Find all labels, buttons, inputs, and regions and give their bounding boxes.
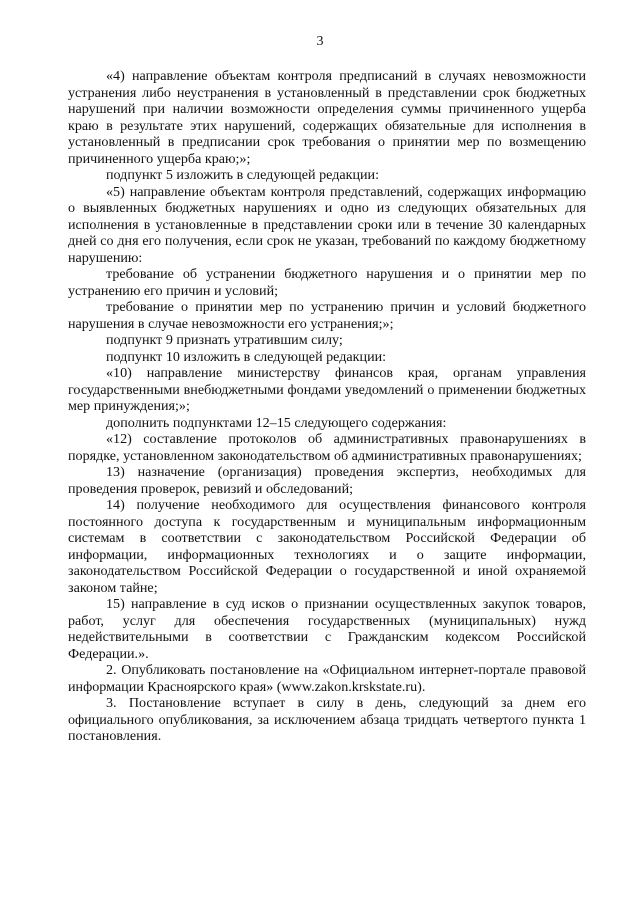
paragraph: 14) получение необходимого для осуществления финансового контроля постоянного доступа к государственным и муниципальным информационным системам в соответствии с законодательством Российской Федерации об информации, информационных технологиях и о защите информации, законодательством Российской Федерации о государственной и иной охраняемой законом тайне; (68, 497, 586, 596)
paragraph: 13) назначение (организация) проведения экспертиз, необходимых для проведения проверок, ревизий и обследований; (68, 464, 586, 497)
paragraph: 15) направление в суд исков о признании осуществленных закупок товаров, работ, услуг для обеспечения государственных (муниципальных) нужд недействительными в соответствии с Гражданским кодексом Российской Федерации.». (68, 596, 586, 662)
paragraph: подпункт 5 изложить в следующей редакции: (106, 167, 380, 183)
paragraph: требование о принятии мер по устранению причин и условий бюджетного нарушения в случае невозможности его устранения;»; (68, 299, 586, 332)
paragraph: 2. Опубликовать постановление на «Официальном интернет-портале правовой информации Красноярского края» (www.zakon.krskstate.ru). (68, 662, 586, 695)
paragraph: подпункт 9 признать утратившим силу; (106, 332, 343, 348)
page-number: 3 (316, 34, 324, 49)
paragraph: 3. Постановление вступает в силу в день, следующий за днем его официального опубликования, за исключением абзаца тридцать четвертого пункта 1 постановления. (68, 695, 586, 744)
paragraph: «5) направление объектам контроля представлений, содержащих информацию о выявленных бюджетных нарушениях и одно из следующих обязательных для исполнения в установленные в представлении сроки или в течение 30 календарных дней со дня его получения, если срок не указан, требований по каждому бюджетному нарушению: (68, 183, 586, 266)
paragraph: дополнить подпунктами 12–15 следующего содержания: (106, 414, 447, 431)
paragraph: «4) направление объектам контроля предписаний в случаях невозможности устранения либо неустранения в установленный в представлении срок бюджетных нарушений при наличии возможности определения суммы причиненного ущерба краю в результате этих нарушений, содержащих обязательные для исполнения в установленный в предписании срок требования о принятии мер по возмещению причиненного ущерба краю;»; (68, 68, 586, 167)
paragraph: «10) направление министерству финансов края, органам управления государственными внебюджетными фондами уведомлений о применении бюджетных мер принуждения;»; (68, 365, 586, 414)
paragraph: «12) составление протоколов об административных правонарушениях в порядке, установленном законодательством об административных правонарушениях; (68, 431, 586, 464)
document-body (68, 68, 586, 745)
paragraph: подпункт 10 изложить в следующей редакции: (106, 348, 387, 365)
paragraph: требование об устранении бюджетного нарушения и о принятии мер по устранению его причин и условий; (68, 266, 586, 299)
